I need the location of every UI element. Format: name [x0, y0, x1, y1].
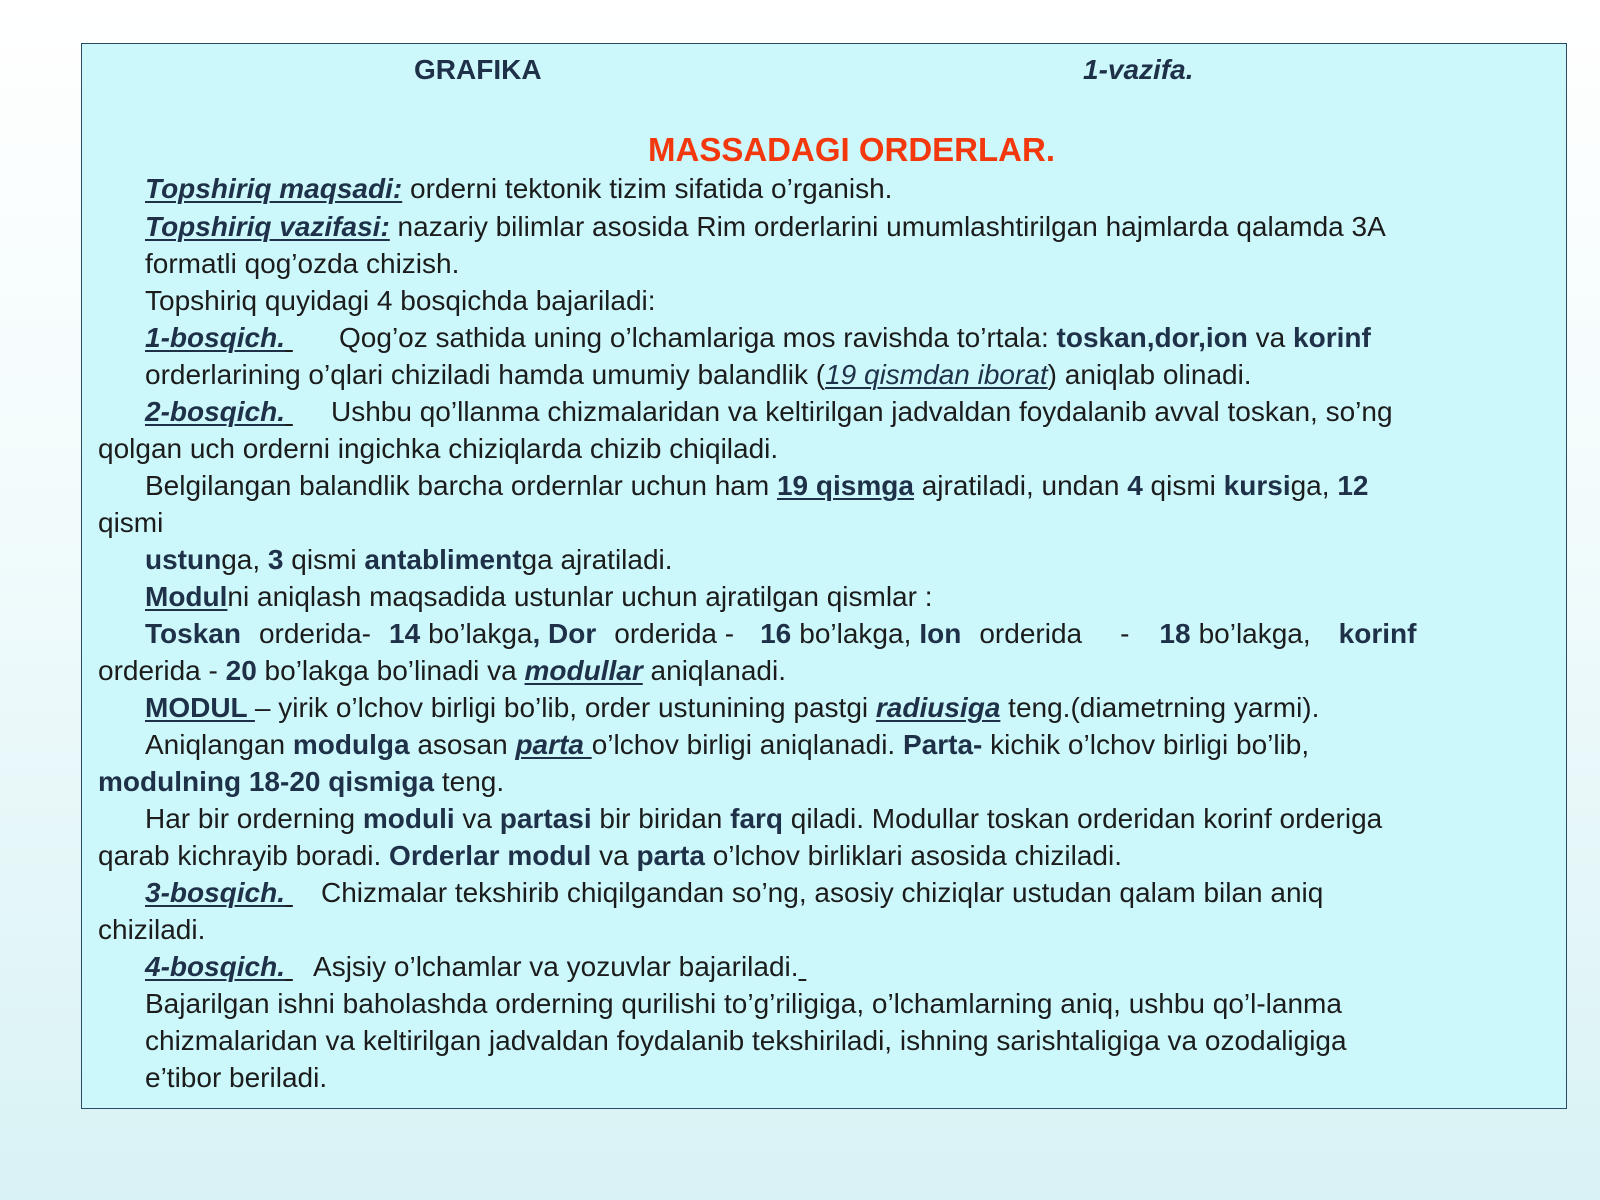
text-line: qismi	[98, 507, 164, 538]
text-line: MODUL – yirik o’lchov birligi bo’lib, order ustunining pastgi radiusiga teng.(diametrning yarmi).	[145, 692, 1320, 723]
text-line: modulning 18-20 qismiga teng.	[98, 766, 505, 797]
text-line: qolgan uch orderni ingichka chiziqlarda chizib chiqiladi.	[98, 433, 779, 464]
text-line: chiziladi.	[98, 914, 206, 945]
label-stage-1: 1-bosqich.	[145, 322, 286, 353]
text-line: orderlarining o’qlari chiziladi hamda umumiy balandlik (19 qismdan iborat) aniqlab olinadi.	[145, 359, 1252, 390]
line-stage-3: 3-bosqich. Chizmalar tekshirib chiqilgandan so’ng, asosiy chiziqlar ustudan qalam bilan aniq	[145, 877, 1324, 908]
subject-heading: GRAFIKA	[414, 54, 542, 85]
label-stage-2: 2-bosqich.	[145, 396, 286, 427]
text-line: Modulni aniqlash maqsadida ustunlar uchun ajratilgan qismlar :	[145, 581, 933, 612]
line-stage-4: 4-bosqich. Asjsiy o’lchamlar va yozuvlar bajariladi.	[145, 951, 799, 982]
label-task-objective: Topshiriq vazifasi:	[145, 211, 390, 242]
line-stage-1: 1-bosqich. Qog’oz sathida uning o’lchamlariga mos ravishda to’rtala: toskan,dor,ion va korinf	[145, 322, 1371, 353]
task-number: 1-vazifa.	[1083, 54, 1194, 85]
text-line: Har bir orderning moduli va partasi bir biridan farq qiladi. Modullar toskan orderidan korinf orderiga	[145, 803, 1383, 834]
label-stage-4: 4-bosqich.	[145, 951, 286, 982]
text-line: Belgilangan balandlik barcha ordernlar uchun ham 19 qismga ajratiladi, undan 4 qismi kursiga, 12	[145, 470, 1369, 501]
text-line: Bajarilgan ishni baholashda orderning qurilishi to’g’riligiga, o’lchamlarning aniq, ushbu qo’l-lanma	[145, 988, 1342, 1019]
line-task-goal: Topshiriq maqsadi: orderni tektonik tizim sifatida o’rganish.	[145, 173, 893, 204]
page-title: MASSADAGI ORDERLAR.	[648, 131, 1056, 168]
text-line: orderida - 20 bo’lakga bo’linadi va modullar aniqlanadi.	[98, 655, 786, 686]
label-stage-3: 3-bosqich.	[145, 877, 286, 908]
text-line: chizmalaridan va keltirilgan jadvaldan foydalanib tekshiriladi, ishning sarishtaligiga va ozodaligiga	[145, 1025, 1347, 1056]
text-line: ustunga, 3 qismi antablimentga ajratiladi.	[145, 544, 673, 575]
text-line: Topshiriq quyidagi 4 bosqichda bajariladi:	[145, 285, 656, 316]
text-line: Toskan orderida- 14 bo’lakga, Dor orderida - 16 bo’lakga, Ion orderida - 18 bo’lakga, korinf	[145, 618, 1417, 649]
text-line: qarab kichrayib boradi. Orderlar modul va parta o’lchov birliklari asosida chiziladi.	[98, 840, 1122, 871]
text-line: Aniqlangan modulga asosan parta o’lchov birligi aniqlanadi. Parta- kichik o’lchov birligi bo’lib,	[145, 729, 1310, 760]
text-line: formatli qog’ozda chizish.	[145, 248, 460, 279]
line-task-objective: Topshiriq vazifasi: nazariy bilimlar asosida Rim orderlarini umumlashtirilgan hajmlarda qalamda 3A	[145, 211, 1386, 242]
text-line: e’tibor beriladi.	[145, 1062, 328, 1093]
line-stage-2: 2-bosqich. Ushbu qo’llanma chizmalaridan va keltirilgan jadvaldan foydalanib avval toskan, so’ng	[145, 396, 1393, 427]
label-task-goal: Topshiriq maqsadi:	[145, 173, 403, 204]
